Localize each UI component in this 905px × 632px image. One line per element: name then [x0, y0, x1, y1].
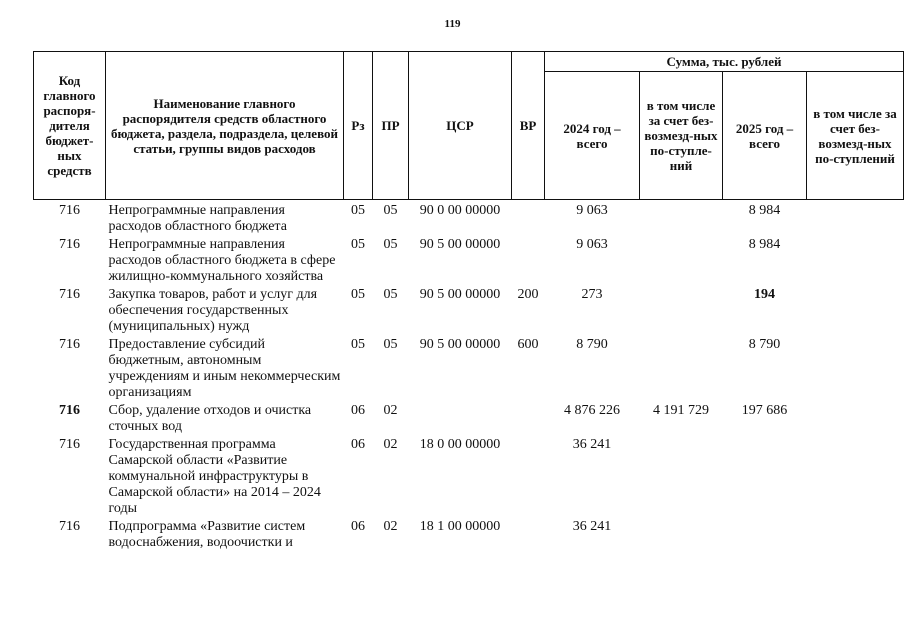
table-row [34, 337, 904, 403]
header-pr: ПР [373, 52, 409, 200]
header-2025-total: 2025 год – всего [723, 72, 807, 200]
cell-2025-free [807, 403, 904, 437]
header-2025-free: в том числе за счет без-возмезд-ных по-ступлений [807, 72, 904, 200]
cell-name: Закупка товаров, работ и услуг для обеспечения государственных (муниципальных) нужд [108, 287, 318, 334]
table-body [34, 200, 904, 554]
cell-code: 716 [59, 203, 80, 218]
budget-table [33, 51, 904, 553]
cell-pr: 05 [383, 287, 398, 302]
cell-2025-total: 8 984 [748, 203, 781, 218]
table-row [34, 287, 904, 337]
cell-2024-total: 273 [581, 287, 603, 302]
cell-vr [512, 403, 545, 437]
cell-2024-total: 36 241 [572, 519, 612, 534]
cell-2024-free [640, 287, 723, 337]
cell-code: 716 [59, 519, 80, 534]
cell-csr: 18 1 00 00000 [419, 519, 501, 534]
table-row [34, 237, 904, 287]
cell-2024-total: 4 876 226 [564, 403, 620, 418]
cell-2025-total: 8 984 [748, 237, 781, 252]
header-csr: ЦСР [409, 52, 512, 200]
table-row [34, 403, 904, 437]
cell-2024-free [640, 437, 723, 519]
cell-2024-free: 4 191 729 [653, 403, 709, 418]
cell-code: 716 [59, 337, 80, 352]
cell-2025-total: 194 [754, 287, 775, 302]
header-rz: Рз [344, 52, 373, 200]
cell-2025-free [807, 200, 904, 238]
cell-2024-free [640, 200, 723, 238]
table-row [34, 519, 904, 553]
cell-vr [512, 519, 545, 553]
cell-csr: 90 5 00 00000 [419, 337, 501, 352]
cell-name: Подпрограмма «Развитие систем водоснабжения, водоочистки и [108, 519, 306, 550]
cell-name: Непрограммные направления расходов областного бюджета в сфере жилищно-коммунального хозяйства [108, 237, 336, 284]
cell-csr: 90 5 00 00000 [419, 237, 501, 252]
header-vr: ВР [512, 52, 545, 200]
cell-rz: 05 [351, 287, 365, 302]
cell-pr: 05 [383, 237, 398, 252]
table-row [34, 437, 904, 519]
table-header [34, 52, 904, 200]
header-code: Код главного распоря-дителя бюджет-ных средств [34, 52, 106, 200]
cell-vr: 200 [517, 287, 539, 302]
cell-2024-total: 36 241 [572, 437, 612, 452]
cell-vr [512, 437, 545, 519]
cell-csr: 18 0 00 00000 [419, 437, 501, 452]
cell-2024-free [640, 237, 723, 287]
cell-code: 716 [59, 403, 80, 418]
cell-2025-free [807, 437, 904, 519]
header-2024-total: 2024 год – всего [545, 72, 640, 200]
cell-rz: 06 [351, 403, 365, 418]
cell-vr: 600 [517, 337, 539, 352]
cell-csr: 90 0 00 00000 [419, 203, 501, 218]
cell-2024-total: 9 063 [576, 203, 608, 218]
cell-code: 716 [59, 237, 80, 252]
cell-rz: 05 [351, 237, 365, 252]
cell-2025-free [807, 337, 904, 403]
table-row [34, 200, 904, 238]
cell-2025-free [807, 519, 904, 553]
header-name: Наименование главного распорядителя средств областного бюджета, раздела, подраздела, целевой статьи, группы видов расходов [106, 52, 344, 200]
cell-name: Предоставление субсидий бюджетным, автономным учреждениям и иным некоммерческим организациям [108, 337, 341, 400]
cell-vr [512, 200, 545, 238]
header-2024-free: в том числе за счет без-возмезд-ных по-ступле-ний [640, 72, 723, 200]
cell-vr [512, 237, 545, 287]
cell-pr: 02 [383, 437, 398, 452]
cell-csr: 90 5 00 00000 [419, 287, 501, 302]
cell-2025-total [723, 519, 807, 553]
cell-code: 716 [59, 287, 80, 302]
cell-rz: 05 [351, 203, 365, 218]
cell-2025-free [807, 287, 904, 337]
cell-code: 716 [59, 437, 80, 452]
cell-2025-total: 8 790 [748, 337, 781, 352]
cell-pr: 05 [383, 337, 398, 352]
cell-pr: 02 [383, 519, 398, 534]
cell-2024-total: 9 063 [576, 237, 608, 252]
cell-rz: 06 [351, 519, 365, 534]
cell-name: Государственная программа Самарской области «Развитие коммунальной инфраструктуры в Самарской области» на 2014 – 2024 годы [108, 437, 321, 516]
cell-2024-free [640, 337, 723, 403]
cell-2025-free [807, 237, 904, 287]
cell-pr: 02 [383, 403, 398, 418]
cell-2025-total [723, 437, 807, 519]
cell-2024-total: 8 790 [576, 337, 608, 352]
cell-rz: 05 [351, 337, 365, 352]
page-number: 119 [444, 18, 461, 30]
header-sum: Сумма, тыс. рублей [545, 52, 904, 72]
cell-pr: 05 [383, 203, 398, 218]
cell-2025-total: 197 686 [741, 403, 788, 418]
cell-rz: 06 [351, 437, 365, 452]
cell-csr [409, 403, 512, 437]
cell-2024-free [640, 519, 723, 553]
cell-name: Сбор, удаление отходов и очистка сточных вод [108, 403, 312, 434]
cell-name: Непрограммные направления расходов областного бюджета [108, 203, 287, 234]
